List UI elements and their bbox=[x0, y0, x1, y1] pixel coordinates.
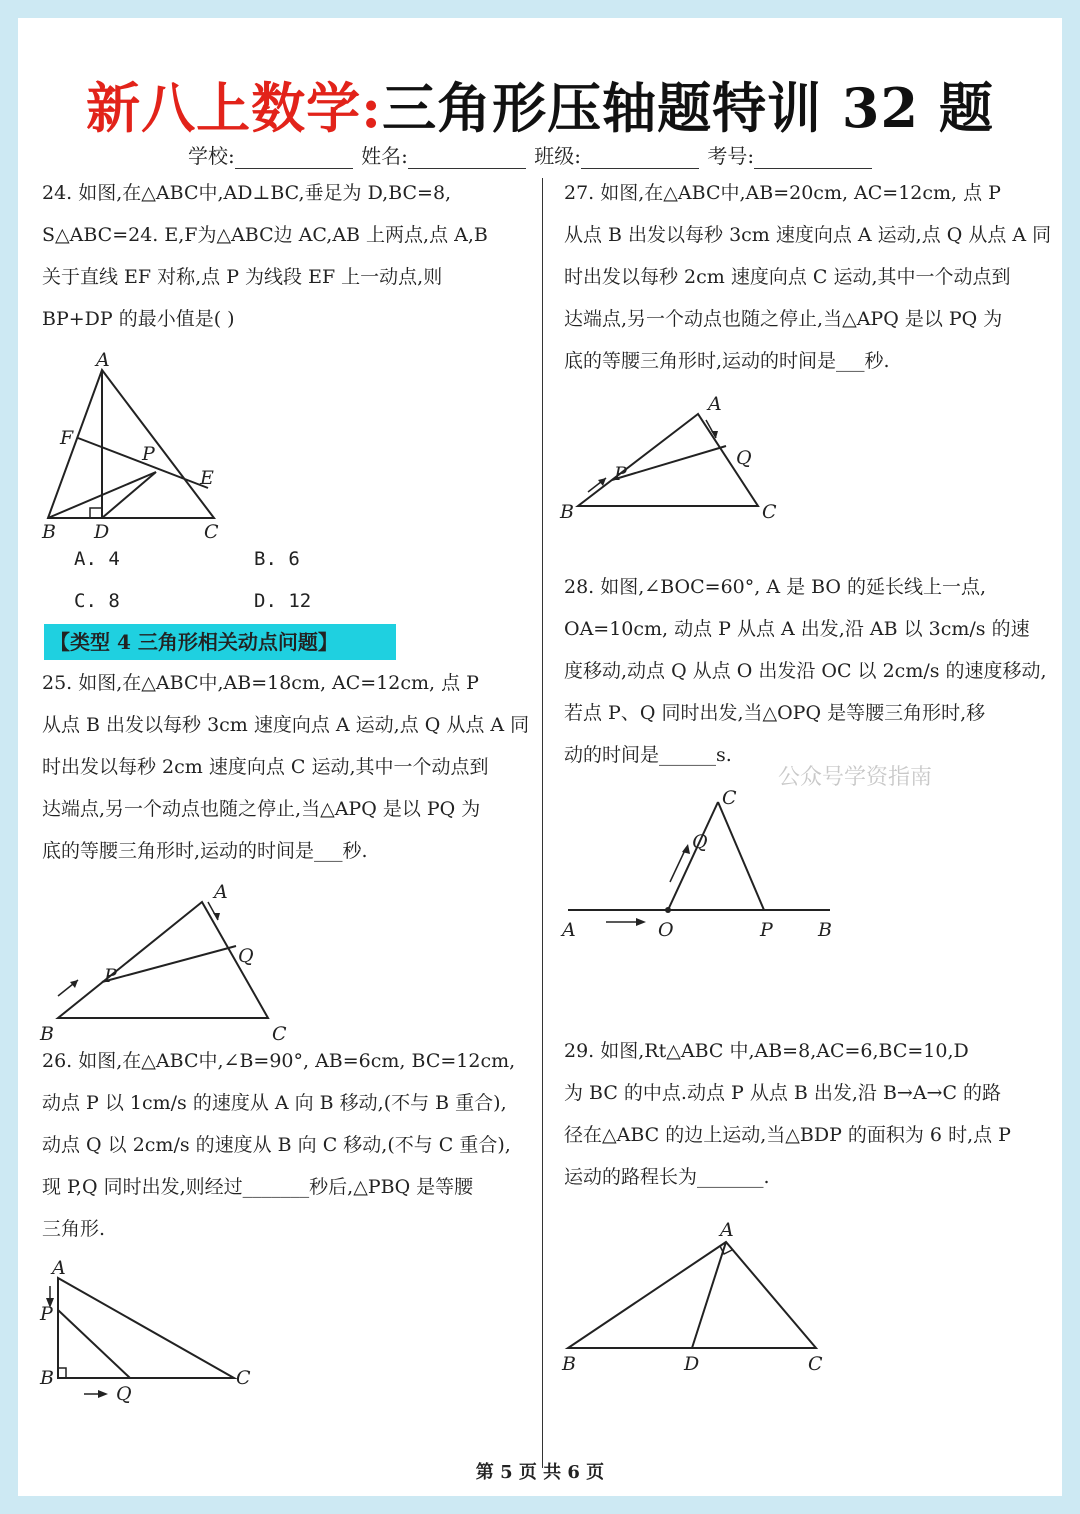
q29-label-A: A bbox=[720, 1219, 734, 1241]
q25-label-C: C bbox=[272, 1023, 287, 1045]
q24-label-F: F bbox=[60, 427, 74, 449]
q28-label-Q: Q bbox=[692, 831, 708, 853]
q29-figure bbox=[558, 1212, 838, 1375]
q27-label-Q: Q bbox=[736, 447, 752, 469]
q24-label-D: D bbox=[94, 521, 110, 543]
page-title: 新八上数学:三角形压轴题特训 32 题 bbox=[86, 76, 994, 140]
q26-label-B: B bbox=[40, 1367, 54, 1389]
q24-label-C: C bbox=[204, 521, 219, 543]
worksheet-page bbox=[18, 18, 1062, 1496]
q25-label-P: P bbox=[104, 965, 117, 987]
watermark: 公众号学资指南 bbox=[778, 765, 933, 790]
q24-label-B: B bbox=[42, 521, 56, 543]
student-info-line bbox=[188, 140, 874, 169]
q26-label-C: C bbox=[236, 1367, 251, 1389]
q27-label-A: A bbox=[708, 393, 722, 415]
q29-label-D: D bbox=[684, 1353, 700, 1375]
q25-label-Q: Q bbox=[238, 945, 254, 967]
question-25: 25. 如图,在△ABC中,AB=18cm, AC=12cm, 点 P 从点 B 出发以每秒 3cm 速度向点 A 运动,点 Q 从点 A 同 时出发以每秒 2cm 速度向点 C 运动,其中一个动点到 达端点,另一个动点也随之停止,当△APQ 是以 PQ 为 底的等腰三角形时,运动的时间是___秒. bbox=[42, 672, 530, 862]
q29-label-C: C bbox=[808, 1353, 823, 1375]
q25-label-A: A bbox=[214, 881, 228, 903]
q27-label-P: P bbox=[614, 463, 627, 485]
q27-label-C: C bbox=[762, 501, 777, 523]
name-blank[interactable] bbox=[408, 150, 526, 169]
q26-label-Q: Q bbox=[116, 1383, 132, 1405]
class-blank[interactable] bbox=[581, 150, 699, 169]
question-24: 24. 如图,在△ABC中,AD⊥BC,垂足为 D,BC=8, S△ABC=24. E,F为△ABC边 AC,AB 上两点,点 A,B 关于直线 EF 对称,点 P 为线段 EF 上一动点,则 BP+DP 的最小值是( ) bbox=[42, 182, 488, 330]
q28-figure bbox=[558, 778, 858, 948]
school-label: 学校: bbox=[188, 144, 235, 168]
choice-b[interactable]: B. 6 bbox=[254, 548, 300, 570]
exam-number-label: 考号: bbox=[707, 144, 755, 168]
question-26: 26. 如图,在△ABC中,∠B=90°, AB=6cm, BC=12cm, 动点 P 以 1cm/s 的速度从 A 向 B 移动,(不与 B 重合), 动点 Q 以 2cm/s 的速度从 B 向 C 移动,(不与 C 重合), 现 P,Q 同时出发,则经过_______秒后,△PBQ 是等腰 三角形. bbox=[42, 1050, 516, 1240]
choice-d[interactable]: D. 12 bbox=[254, 590, 312, 612]
question-28: 28. 如图,∠BOC=60°, A 是 BO 的延长线上一点, OA=10cm, 动点 P 从点 A 出发,沿 AB 以 3cm/s 的速 度移动,动点 Q 从点 O 出发沿 OC 以 2cm/s 的速度移动, 若点 P、Q 同时出发,当△OPQ 是等腰三角形时,移 动的时间是______s. bbox=[564, 576, 1047, 766]
q28-label-A: A bbox=[562, 919, 576, 941]
q25-label-B: B bbox=[40, 1023, 54, 1045]
q26-label-P: P bbox=[40, 1303, 53, 1325]
q24-figure bbox=[38, 348, 248, 543]
q24-label-A: A bbox=[96, 349, 110, 371]
question-27: 27. 如图,在△ABC中,AB=20cm, AC=12cm, 点 P 从点 B 出发以每秒 3cm 速度向点 A 运动,点 Q 从点 A 同 时出发以每秒 2cm 速度向点 C 运动,其中一个动点到 达端点,另一个动点也随之停止,当△APQ 是以 PQ 为 底的等腰三角形时,运动的时间是___秒. bbox=[564, 182, 1052, 372]
q24-label-P: P bbox=[142, 443, 155, 465]
q27-figure bbox=[558, 388, 798, 538]
q28-label-O: O bbox=[658, 919, 674, 941]
question-29: 29. 如图,Rt△ABC 中,AB=8,AC=6,BC=10,D 为 BC 的中点.动点 P 从点 B 出发,沿 B→A→C 的路 径在△ABC 的边上运动,当△BDP 的面积为 6 时,点 P 运动的路程长为_______. bbox=[564, 1040, 1011, 1188]
school-blank[interactable] bbox=[235, 150, 353, 169]
column-divider bbox=[542, 178, 543, 1468]
exam-number-blank[interactable] bbox=[754, 150, 872, 169]
q26-figure bbox=[38, 1254, 268, 1404]
q28-label-B: B bbox=[818, 919, 832, 941]
q26-label-A: A bbox=[52, 1257, 66, 1279]
page-footer: 第 5 页 共 6 页 bbox=[475, 1462, 605, 1483]
choice-a[interactable]: A. 4 bbox=[74, 548, 120, 570]
q24-label-E: E bbox=[200, 467, 214, 489]
choice-c[interactable]: C. 8 bbox=[74, 590, 120, 612]
q27-label-B: B bbox=[560, 501, 574, 523]
q28-label-C: C bbox=[722, 787, 737, 809]
class-label: 班级: bbox=[534, 144, 581, 168]
q25-figure bbox=[38, 878, 298, 1045]
section-banner: 【类型 4 三角形相关动点问题】 bbox=[44, 624, 396, 660]
q29-label-B: B bbox=[562, 1353, 576, 1375]
q28-label-P: P bbox=[760, 919, 773, 941]
name-label: 姓名: bbox=[361, 144, 408, 168]
